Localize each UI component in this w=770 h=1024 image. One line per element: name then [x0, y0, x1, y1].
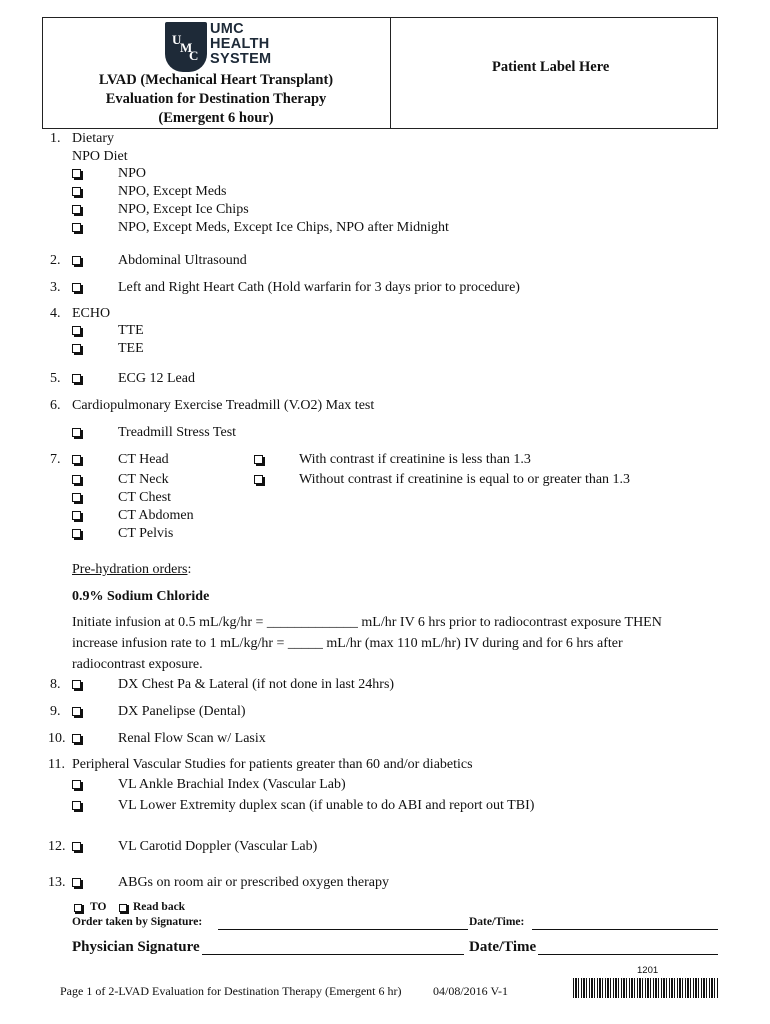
- cardiopulmonary-heading: Cardiopulmonary Exercise Treadmill (V.O2) Max test: [72, 398, 375, 413]
- ct-abdomen-label: CT Abdomen: [118, 508, 194, 523]
- tee-checkbox[interactable]: [72, 344, 81, 353]
- item-7-number: 7.: [50, 452, 61, 467]
- to-label: TO: [90, 901, 107, 913]
- npo-except-meds-label: NPO, Except Meds: [118, 184, 227, 199]
- ct-pelvis-label: CT Pelvis: [118, 526, 174, 541]
- item-11-number: 11.: [48, 757, 65, 772]
- patient-label: Patient Label Here: [492, 59, 610, 75]
- npo-label: NPO: [118, 166, 147, 181]
- order-taken-label: Order taken by Signature:: [72, 916, 203, 928]
- abdominal-ultrasound-checkbox[interactable]: [72, 256, 81, 265]
- item-6-number: 6.: [50, 398, 61, 413]
- npo-except-meds-ice-midnight-label: NPO, Except Meds, Except Ice Chips, NPO after Midnight: [118, 220, 449, 235]
- footer-date: 04/08/2016 V-1: [433, 984, 509, 998]
- with-contrast-label: With contrast if creatinine is less than 1.3: [299, 452, 531, 467]
- header-divider: [390, 17, 391, 129]
- umc-logo-text: [210, 22, 271, 67]
- order-datetime-label: Date/Time:: [469, 916, 525, 928]
- barcode-icon: [573, 978, 719, 998]
- treadmill-stress-test-checkbox[interactable]: [72, 428, 81, 437]
- item-10-number: 10.: [48, 731, 66, 746]
- vl-carotid-checkbox[interactable]: [72, 842, 81, 851]
- vl-ankle-brachial-checkbox[interactable]: [72, 780, 81, 789]
- infusion-line-3: radiocontrast exposure.: [72, 657, 203, 672]
- order-signature-line[interactable]: [218, 929, 468, 930]
- prehydration-heading: [72, 562, 191, 578]
- physician-datetime-label: Date/Time: [469, 939, 537, 955]
- footer-page-info: Page 1 of 2-LVAD Evaluation for Destination Therapy (Emergent 6 hr): [60, 984, 402, 998]
- form-title-line-3: (Emergent 6 hour): [158, 110, 274, 126]
- logo-line-3: SYSTEM: [210, 51, 272, 67]
- dx-panelipse-label: DX Panelipse (Dental): [118, 704, 246, 719]
- npo-checkbox[interactable]: [72, 169, 81, 178]
- ct-head-label: CT Head: [118, 452, 169, 467]
- echo-heading: ECHO: [72, 306, 111, 321]
- sodium-chloride-heading: 0.9% Sodium Chloride: [72, 589, 210, 604]
- heart-cath-label: Left and Right Heart Cath (Hold warfarin for 3 days prior to procedure): [118, 280, 520, 295]
- dx-chest-checkbox[interactable]: [72, 680, 81, 689]
- form-title-line-1: LVAD (Mechanical Heart Transplant): [98, 72, 334, 88]
- ct-pelvis-checkbox[interactable]: [72, 529, 81, 538]
- abdominal-ultrasound-label: Abdominal Ultrasound: [118, 253, 247, 268]
- ct-abdomen-checkbox[interactable]: [72, 511, 81, 520]
- item-1-number: 1.: [50, 131, 61, 146]
- item-3-number: 3.: [50, 280, 61, 295]
- ct-neck-label: CT Neck: [118, 472, 169, 487]
- renal-flow-scan-label: Renal Flow Scan w/ Lasix: [118, 731, 266, 746]
- treadmill-stress-test-label: Treadmill Stress Test: [118, 425, 237, 440]
- ct-head-checkbox[interactable]: [72, 455, 81, 464]
- dx-panelipse-checkbox[interactable]: [72, 707, 81, 716]
- without-contrast-checkbox[interactable]: [254, 475, 263, 484]
- barcode-number: 1201: [637, 965, 659, 976]
- vl-lower-extremity-checkbox[interactable]: [72, 801, 81, 810]
- item-5-number: 5.: [50, 371, 61, 386]
- physician-datetime-line[interactable]: [538, 954, 718, 955]
- dietary-heading: Dietary: [72, 131, 114, 146]
- renal-flow-scan-checkbox[interactable]: [72, 734, 81, 743]
- logo-line-2: HEALTH: [210, 36, 270, 52]
- tee-label: TEE: [118, 341, 144, 356]
- tte-label: TTE: [118, 323, 144, 338]
- item-13-number: 13.: [48, 875, 66, 890]
- npo-except-meds-ice-midnight-checkbox[interactable]: [72, 223, 81, 232]
- dx-chest-label: DX Chest Pa & Lateral (if not done in last 24hrs): [118, 677, 395, 692]
- ct-chest-label: CT Chest: [118, 490, 172, 505]
- prehydration-label: Pre-hydration orders: [72, 562, 188, 577]
- umc-logo-icon: U M C: [165, 22, 207, 72]
- read-back-label: Read back: [133, 901, 186, 913]
- infusion-line-1: Initiate infusion at 0.5 mL/kg/hr = _____________ mL/hr IV 6 hrs prior to radiocontrast exposure THEN: [72, 615, 662, 630]
- physician-signature-line[interactable]: [202, 954, 464, 955]
- vl-carotid-label: VL Carotid Doppler (Vascular Lab): [118, 839, 318, 854]
- npo-diet-heading: NPO Diet: [72, 149, 128, 164]
- abgs-checkbox[interactable]: [72, 878, 81, 887]
- with-contrast-checkbox[interactable]: [254, 455, 263, 464]
- infusion-line-2: increase infusion rate to 1 mL/kg/hr = _____ mL/hr (max 110 mL/hr) IV during and for 6 hrs after: [72, 636, 623, 651]
- form-title-line-2: Evaluation for Destination Therapy: [105, 91, 327, 107]
- npo-except-ice-chips-label: NPO, Except Ice Chips: [118, 202, 249, 217]
- ecg-label: ECG 12 Lead: [118, 371, 195, 386]
- tte-checkbox[interactable]: [72, 326, 81, 335]
- item-9-number: 9.: [50, 704, 61, 719]
- item-8-number: 8.: [50, 677, 61, 692]
- ct-neck-checkbox[interactable]: [72, 475, 81, 484]
- read-back-checkbox[interactable]: [119, 904, 127, 912]
- peripheral-vascular-heading: Peripheral Vascular Studies for patients greater than 60 and/or diabetics: [72, 757, 473, 772]
- physician-signature-label: Physician Signature: [72, 939, 200, 955]
- item-12-number: 12.: [48, 839, 66, 854]
- order-datetime-line[interactable]: [532, 929, 718, 930]
- ct-chest-checkbox[interactable]: [72, 493, 81, 502]
- npo-except-ice-chips-checkbox[interactable]: [72, 205, 81, 214]
- vl-lower-extremity-label: VL Lower Extremity duplex scan (if unable to do ABI and report out TBI): [118, 798, 535, 813]
- heart-cath-checkbox[interactable]: [72, 283, 81, 292]
- item-4-number: 4.: [50, 306, 61, 321]
- ecg-checkbox[interactable]: [72, 374, 81, 383]
- vl-ankle-brachial-label: VL Ankle Brachial Index (Vascular Lab): [118, 777, 346, 792]
- item-2-number: 2.: [50, 253, 61, 268]
- npo-except-meds-checkbox[interactable]: [72, 187, 81, 196]
- abgs-label: ABGs on room air or prescribed oxygen therapy: [118, 875, 389, 890]
- to-checkbox[interactable]: [74, 904, 82, 912]
- logo-line-1: UMC: [210, 21, 244, 37]
- prehydration-colon: :: [187, 562, 192, 577]
- without-contrast-label: Without contrast if creatinine is equal to or greater than 1.3: [299, 472, 631, 487]
